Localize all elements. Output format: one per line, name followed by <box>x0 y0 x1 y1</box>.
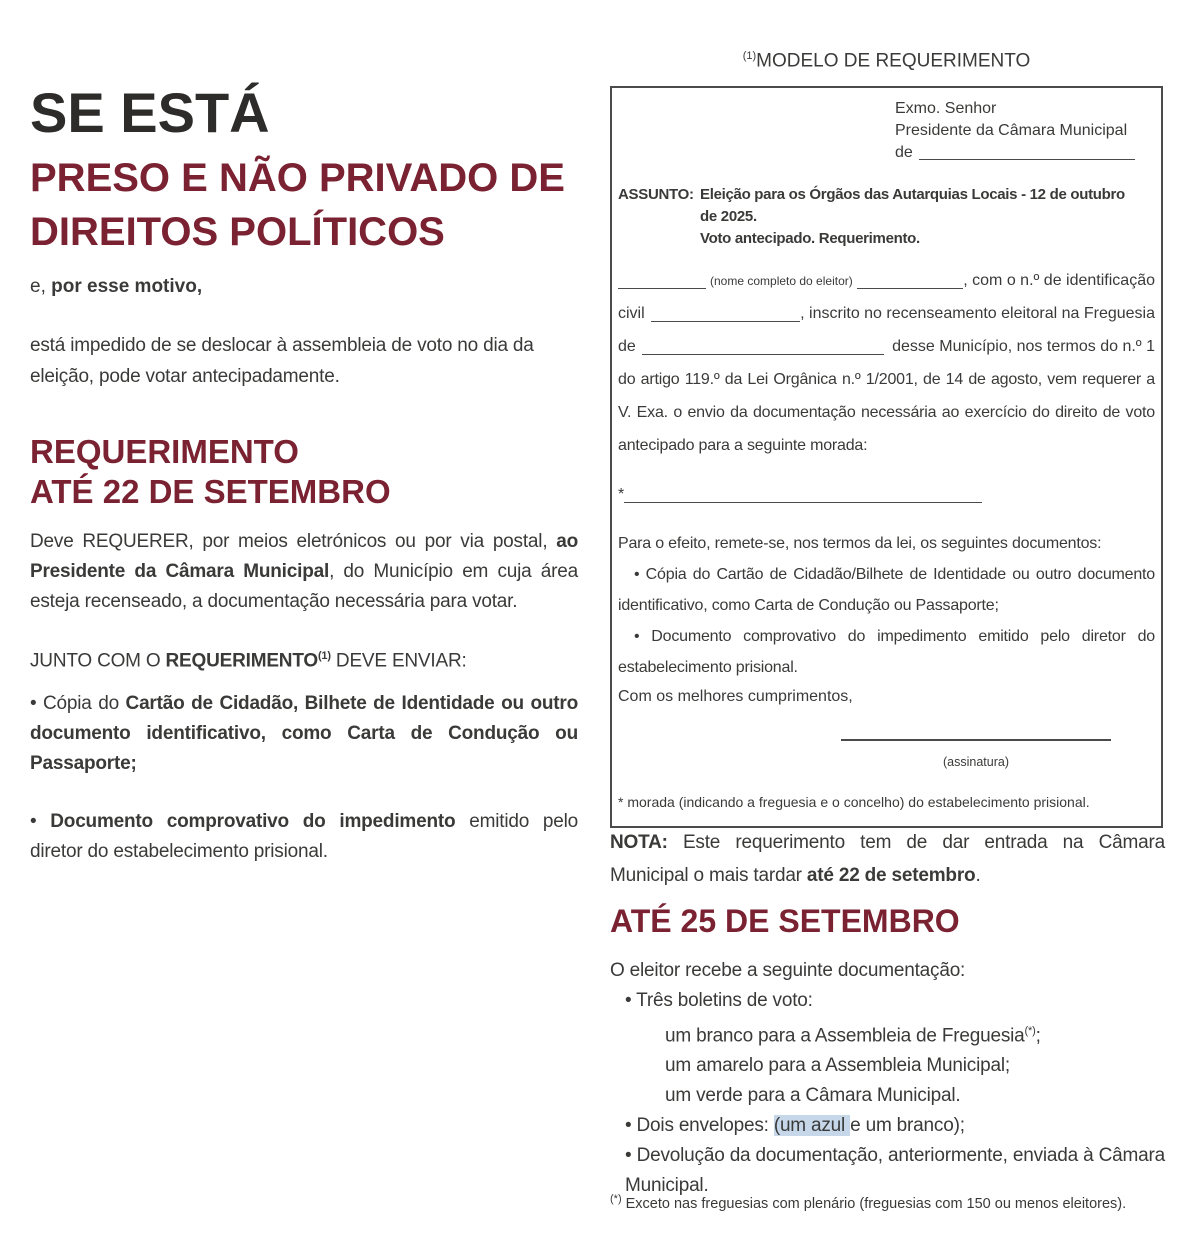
motivo-bold: por esse motivo, <box>51 276 203 297</box>
requer-run2-bold: ao Presidente da Câmara Municipal <box>30 531 584 582</box>
form-line2-tail: , inscrito no recenseamento eleitoral na Freguesia <box>800 305 1155 322</box>
freguesia-blank <box>642 330 884 355</box>
section25-list <box>610 956 1165 1201</box>
form-line1-tail: , com o n.º de identificação <box>963 272 1155 289</box>
junto-run2-bold: REQUERIMENTO <box>165 650 318 672</box>
headline-maroon-line1: PRESO E NÃO PRIVADO DE <box>30 156 565 200</box>
documents-intro: Para o efeito, remete-se, nos termos da lei, os seguintes documentos: <box>618 535 1102 552</box>
form-body-tail: do artigo 119.º da Lei Orgânica n.º 1/2001, de 14 de agosto, vem requerer a V. Exa. o envio da documentação necessária ao exercício do direito de voto antecipado para a seguinte morada: <box>618 371 1155 454</box>
form-line3-tail: desse Município, nos termos do n.º 1 <box>892 338 1155 355</box>
nota-paragraph <box>610 826 1171 892</box>
bullet2-run2-bold: Documento comprovativo do impedimento <box>50 811 456 832</box>
envelopes-highlighted-text: (um azul <box>773 1115 851 1137</box>
list-item-devolucao: • Devolução da documentação, anteriormente, enviada à Câmara Municipal. <box>625 1145 1165 1197</box>
form-line3-pre: de <box>618 338 636 355</box>
form-line2-pre: civil <box>618 305 645 322</box>
documents-item1: • Cópia do Cartão de Cidadão/Bilhete de Identidade ou outro documento identificativo, como Carta de Condução ou Passaporte; <box>618 566 1155 614</box>
addressee-line1: Exmo. Senhor <box>895 100 997 117</box>
junto-line <box>30 641 578 676</box>
name-blank-left <box>618 264 706 289</box>
envelopes-pre: • Dois envelopes: <box>625 1115 774 1137</box>
bullet1-run2-bold: Cartão de Cidadão, Bilhete de Identidade ou outro documento identificativo, como Carta de Condução ou Passaporte; <box>30 693 584 774</box>
ballot-yellow: um amarelo para a Assembleia Municipal; <box>665 1055 1010 1077</box>
envelopes-tail: e um branco); <box>850 1115 965 1137</box>
intro-paragraph: está impedido de se deslocar à assembleia de voto no dia da eleição, pode votar antecipadamente. <box>30 335 534 387</box>
form-line-civil <box>618 297 1155 330</box>
deadline-heading-line1: REQUERIMENTO <box>30 433 299 470</box>
deadline-heading-line2: ATÉ 22 DE SETEMBRO <box>30 473 391 510</box>
municipality-blank-line <box>919 142 1135 160</box>
address-blank-line <box>624 478 982 503</box>
junto-run3: DEVE ENVIAR: <box>330 650 467 672</box>
signature-line <box>841 739 1111 741</box>
form-title-text: MODELO DE REQUERIMENTO <box>756 50 1031 72</box>
form-line-address <box>618 478 1155 511</box>
ballot-white-footnote-ref: (*) <box>1024 1025 1036 1037</box>
requer-run1: Deve REQUERER, por meios eletrónicos ou por via postal, <box>30 531 557 552</box>
form-title-footnote-ref: (1) <box>742 50 757 62</box>
address-asterisk: * <box>618 486 625 503</box>
bullet-impediment-doc <box>30 807 584 867</box>
nota-run2: . <box>975 865 981 886</box>
bullet2-run3: emitido pelo diretor do estabelecimento prisional. <box>30 811 584 862</box>
section25-heading: ATÉ 25 DE SETEMBRO <box>610 903 960 939</box>
request-form-box <box>610 86 1163 828</box>
name-blank-right <box>857 264 964 289</box>
form-closing: Com os melhores cumprimentos, <box>618 688 853 705</box>
form-documents <box>618 528 1155 683</box>
assunto-content <box>700 184 1159 250</box>
footnote-ref: (*) <box>610 1193 622 1205</box>
bullet2-run1: • <box>30 811 51 832</box>
bullet1-run1: • Cópia do <box>30 693 126 714</box>
assunto-block <box>618 184 1159 250</box>
headline-maroon <box>30 151 578 259</box>
assunto-label: ASSUNTO: <box>618 186 694 203</box>
ballot-white <box>610 1016 1165 1051</box>
requer-paragraph <box>30 527 584 617</box>
form-title <box>610 50 1163 72</box>
list-item-envelopes <box>610 1111 1165 1141</box>
motivo-regular: e, <box>30 276 52 297</box>
assunto-line1: Eleição para os Órgãos das Autarquias Locais - 12 de outubro <box>700 186 1125 203</box>
civil-id-blank <box>651 297 800 322</box>
motivo-line <box>30 272 578 302</box>
nota-run1: Este requerimento tem de dar entrada na Câmara Municipal o mais tardar <box>610 832 1171 886</box>
junto-footnote-ref: (1) <box>317 650 331 662</box>
footnote-text: Exceto nas freguesias com plenário (freguesias com 150 ou menos eleitores). <box>621 1195 1127 1212</box>
addressee-block <box>895 98 1135 164</box>
addressee-de: de <box>895 144 913 161</box>
section25-footnote <box>610 1189 1175 1214</box>
headline-maroon-line2: DIREITOS POLÍTICOS <box>30 210 445 254</box>
form-line-name <box>618 264 1155 297</box>
ballot-white-end: ; <box>1035 1025 1041 1047</box>
bullet-id-copy <box>30 689 584 779</box>
requer-run3: , do Município em cuja área esteja recenseado, a documentação necessária para votar. <box>30 561 584 612</box>
nota-label: NOTA: <box>610 832 668 853</box>
deadline-heading <box>30 432 578 512</box>
form-footnote: * morada (indicando a freguesia e o concelho) do estabelecimento prisional. <box>618 794 1090 810</box>
headline-black: SE ESTÁ <box>30 81 270 144</box>
name-blank-label: (nome completo do eleitor) <box>710 274 853 288</box>
list-item-ballots: • Três boletins de voto: <box>625 990 813 1011</box>
section25-intro: O eleitor recebe a seguinte documentação: <box>610 960 966 981</box>
form-line-freguesia <box>618 330 1155 363</box>
ballot-green: um verde para a Câmara Municipal. <box>665 1085 961 1107</box>
junto-run1: JUNTO COM O <box>30 650 166 672</box>
documents-item2: • Documento comprovativo do impedimento emitido pelo diretor do estabelecimento prisional. <box>618 628 1155 676</box>
assunto-line3: Voto antecipado. Requerimento. <box>700 230 920 247</box>
assunto-line2: de 2025. <box>700 208 757 225</box>
form-body <box>618 264 1155 511</box>
signature-label: (assinatura) <box>943 755 1009 769</box>
ballot-white-text: um branco para a Assembleia de Freguesia <box>665 1025 1025 1047</box>
signature-block <box>841 739 1111 769</box>
addressee-line3 <box>895 142 1135 164</box>
addressee-line2: Presidente da Câmara Municipal <box>895 122 1128 139</box>
nota-deadline-bold: até 22 de setembro <box>806 865 976 886</box>
